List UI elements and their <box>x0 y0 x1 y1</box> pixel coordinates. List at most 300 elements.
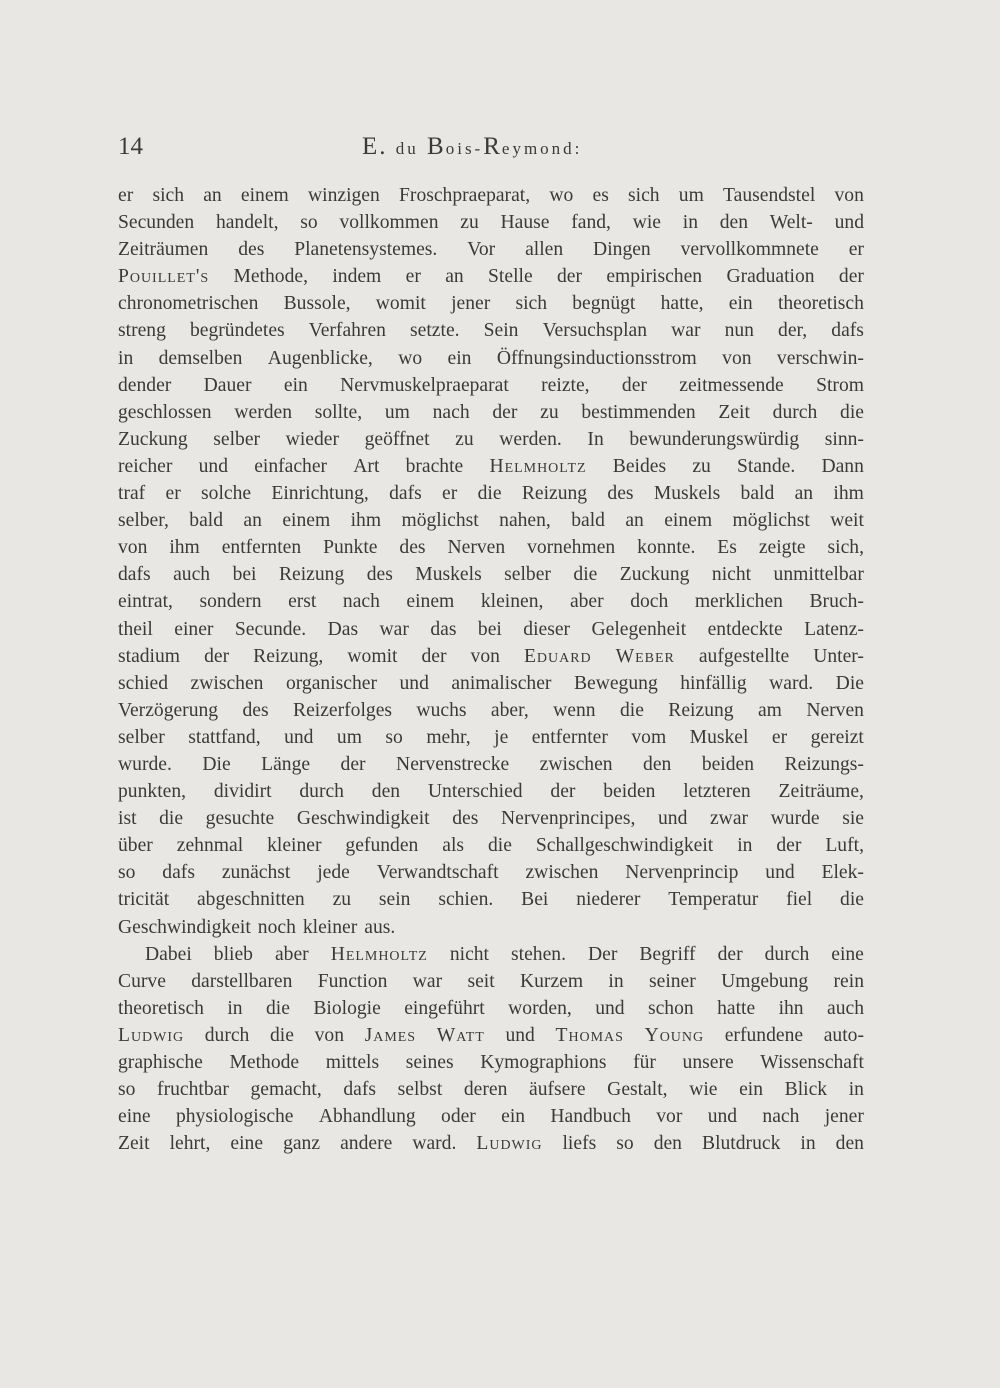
word: er <box>442 483 458 505</box>
word: äufsere <box>529 1079 586 1101</box>
word: Vor <box>467 239 496 261</box>
word: mehr, <box>426 726 471 748</box>
word: Beides <box>612 455 667 477</box>
word: aber <box>274 943 309 965</box>
word: doch <box>630 591 669 613</box>
word: Reizung <box>278 564 345 586</box>
text-line <box>118 290 864 317</box>
word: seiner <box>649 970 696 992</box>
word: um <box>678 185 704 206</box>
word: es <box>592 185 609 206</box>
word: Bussole, <box>283 293 351 315</box>
word: und <box>284 726 314 748</box>
word: durch <box>299 781 344 803</box>
word: Elek- <box>821 862 864 884</box>
word: Biologie <box>313 997 381 1019</box>
word: Begriff <box>639 943 696 965</box>
word: zu <box>332 889 352 911</box>
word: selber <box>213 428 261 450</box>
word: liefs <box>562 1133 597 1155</box>
word: deren <box>463 1079 508 1101</box>
word: nicht <box>711 564 752 586</box>
word: er <box>771 726 788 748</box>
word: Reizung <box>521 483 588 505</box>
word: gesuchte <box>205 808 275 830</box>
word: der <box>838 266 864 288</box>
word: wo <box>398 347 423 369</box>
page-number: 14 <box>118 133 143 160</box>
text-line <box>118 724 864 751</box>
word: ward. <box>769 672 814 694</box>
word: war <box>379 618 409 640</box>
word: vollkommen <box>339 212 439 234</box>
word: entfernten <box>221 537 302 559</box>
word: ein <box>728 293 753 315</box>
word: unmittelbar <box>773 564 864 586</box>
word: eintrat, <box>118 591 173 613</box>
word: Punkte <box>323 537 378 559</box>
word: reicher <box>118 455 173 477</box>
word: zu <box>692 455 711 477</box>
word: zwischen <box>190 672 264 694</box>
running-head-b: B <box>427 133 446 160</box>
word: Weber <box>615 645 675 667</box>
word: Verzögerung <box>118 699 219 721</box>
word: geschlossen <box>118 401 212 423</box>
word: Unter- <box>813 645 864 667</box>
word: die <box>477 483 502 505</box>
text-line <box>118 507 864 534</box>
word: der <box>776 835 802 857</box>
word: Ludwig <box>118 1024 185 1046</box>
word: so <box>118 862 136 884</box>
word: und <box>399 672 429 694</box>
word: bald <box>189 510 224 532</box>
word: sein <box>378 889 411 911</box>
word: bestimmenden <box>581 401 696 423</box>
word: die <box>266 997 290 1019</box>
word: Nervmuskelpraeparat <box>340 374 509 396</box>
word: traf <box>118 483 146 505</box>
word: vor <box>656 1106 683 1128</box>
word: punkten, <box>118 781 187 803</box>
word: schien. <box>438 889 494 911</box>
word: wurde <box>770 808 820 830</box>
word: Eduard <box>523 645 592 667</box>
word: Luft, <box>825 835 864 857</box>
word: Kymographions <box>480 1052 607 1073</box>
word: winzigen <box>307 185 380 206</box>
word: in <box>800 1133 816 1155</box>
word: sich, <box>827 537 864 559</box>
word: wieder <box>285 428 339 450</box>
text-line <box>118 670 864 697</box>
word: Curve <box>118 970 166 992</box>
word: selber <box>504 564 551 586</box>
body-text <box>118 182 864 1157</box>
word: Zeit <box>118 1133 150 1155</box>
word: nahen, <box>499 510 551 532</box>
word: um <box>336 726 362 748</box>
word: des <box>607 483 634 505</box>
word: vornehmen <box>527 537 616 559</box>
word: von <box>834 185 864 206</box>
word: Tausendstel <box>723 185 816 206</box>
word: fruchtbar <box>157 1079 229 1101</box>
word: nach <box>762 1106 800 1128</box>
word: die <box>270 1024 294 1046</box>
word: geöffnet <box>364 428 430 450</box>
word: stattfand, <box>188 726 261 748</box>
word: bewunderungswürdig <box>629 428 800 450</box>
word: zwischen <box>525 862 599 884</box>
word: jede <box>317 862 350 884</box>
word: verschwin- <box>776 347 864 369</box>
word: blieb <box>213 943 253 965</box>
word: Abhandlung <box>318 1106 416 1128</box>
word: Methode <box>229 1052 300 1073</box>
word: zehnmal <box>176 835 244 857</box>
text-line <box>118 426 864 453</box>
word: niederer <box>576 889 641 911</box>
word: brachte <box>405 455 464 477</box>
word: zwischen <box>539 753 613 775</box>
word: noch <box>257 916 296 938</box>
word: Bruch- <box>809 591 864 613</box>
word: mittels <box>325 1052 380 1073</box>
word: den <box>643 753 672 775</box>
word: am <box>757 699 782 721</box>
word: Secunde. <box>234 618 307 640</box>
word: James <box>364 1024 417 1046</box>
word: begnügt <box>572 293 636 315</box>
text-line <box>118 1049 864 1076</box>
word: in <box>118 347 134 369</box>
word: gefunden <box>345 835 419 857</box>
word: durch <box>764 943 810 965</box>
word: Sein <box>483 320 519 342</box>
word: sollte, <box>314 401 363 423</box>
text-line <box>118 453 864 480</box>
word: Function <box>317 970 388 992</box>
word: oder <box>441 1106 476 1128</box>
word: des <box>452 808 479 830</box>
word: möglichst <box>732 510 810 532</box>
word: ihn <box>778 997 804 1019</box>
word: beiden <box>701 753 755 775</box>
word: die <box>840 889 864 911</box>
word: unsere <box>682 1052 734 1073</box>
word: aber, <box>490 699 529 721</box>
word: ein <box>501 1106 526 1128</box>
word: Thomas <box>555 1024 624 1046</box>
word: und <box>505 1024 535 1046</box>
word: Unterschied <box>427 781 523 803</box>
word: vervollkommnete <box>680 239 819 261</box>
word: solche <box>201 483 252 505</box>
word: Stande. <box>737 455 796 477</box>
word: Zuckung <box>619 564 690 586</box>
word: physiologische <box>175 1106 294 1128</box>
word: Die <box>202 753 231 775</box>
word: nach <box>432 401 470 423</box>
word: werden <box>234 401 293 423</box>
text-line <box>118 914 864 941</box>
word: empirischen <box>606 266 703 288</box>
word: ihm <box>169 537 200 559</box>
word: ein <box>739 1079 764 1101</box>
text-line <box>118 317 864 344</box>
word: Verwandtschaft <box>376 862 499 884</box>
word: merklichen <box>694 591 783 613</box>
word: bald <box>571 510 605 532</box>
word: Versuchsplan <box>542 320 648 342</box>
word: er <box>118 185 134 206</box>
word: kleinen, <box>480 591 544 613</box>
word: nach <box>342 591 380 613</box>
word: bald <box>740 483 775 505</box>
word: Der <box>587 943 618 965</box>
word: Latenz- <box>804 618 864 640</box>
running-head <box>362 133 582 163</box>
word: ein <box>283 374 308 396</box>
word: nun <box>724 320 754 342</box>
word: allen <box>525 239 564 261</box>
word: sondern <box>199 591 262 613</box>
word: ward. <box>412 1133 457 1155</box>
word: zunächst <box>221 862 291 884</box>
word: zu <box>460 212 479 234</box>
word: war <box>412 970 443 992</box>
word: war <box>671 320 701 342</box>
word: Ludwig <box>476 1133 543 1155</box>
word: Nervenprincip <box>625 862 739 884</box>
word: der <box>492 401 518 423</box>
word: organischer <box>285 672 377 694</box>
text-line <box>118 805 864 832</box>
word: Blutdruck <box>702 1133 781 1155</box>
word: zu <box>540 401 559 423</box>
word: einem <box>240 185 289 206</box>
word: dividirt <box>213 781 272 803</box>
word: sich <box>628 185 660 206</box>
word: Handbuch <box>550 1106 631 1128</box>
word: Helmholtz <box>330 943 428 965</box>
word: den <box>371 781 401 803</box>
text-line <box>118 534 864 561</box>
word: erfundene <box>724 1024 804 1046</box>
word: theoretisch <box>777 293 864 315</box>
text-line <box>118 209 864 236</box>
word: fiel <box>786 889 813 911</box>
word: ihm <box>350 510 382 532</box>
word: die <box>619 699 644 721</box>
word: Nerven <box>806 699 864 721</box>
text-line <box>118 697 864 724</box>
word: dafs <box>389 483 422 505</box>
word: selbst <box>397 1079 443 1101</box>
word: für <box>633 1052 656 1073</box>
word: Zeiträume, <box>778 781 864 803</box>
running-head-ois: ois- <box>445 139 484 158</box>
text-line <box>118 832 864 859</box>
word: eine <box>118 1106 151 1128</box>
word: Strom <box>816 374 864 396</box>
word: werden. <box>499 428 562 450</box>
word: jener <box>824 1106 864 1128</box>
word: dafs <box>343 1079 377 1101</box>
word: aber <box>569 591 604 613</box>
word: begründetes <box>189 320 285 342</box>
word: bei <box>232 564 257 586</box>
text-line <box>118 399 864 426</box>
word: womit <box>347 645 398 667</box>
word: Stelle <box>488 266 533 288</box>
word: hatte, <box>660 293 704 315</box>
word: hinfällig <box>680 672 747 694</box>
word: sie <box>842 808 864 830</box>
word: aufgestellte <box>698 645 790 667</box>
word: und <box>707 1106 738 1128</box>
word: seit <box>467 970 495 992</box>
word: des <box>366 564 393 586</box>
word: Gestalt, <box>607 1079 668 1101</box>
text-line <box>118 751 864 778</box>
word: um <box>384 401 410 423</box>
word: konnte. <box>637 537 696 559</box>
word: über <box>118 835 153 857</box>
word: an <box>445 266 464 288</box>
word: ganz <box>283 1133 321 1155</box>
word: hatte <box>717 997 756 1019</box>
word: möglichst <box>401 510 479 532</box>
word: und <box>657 808 688 830</box>
word: des <box>242 699 269 721</box>
word: auch <box>173 564 211 586</box>
word: zu <box>455 428 474 450</box>
text-line <box>118 778 864 805</box>
word: Umgebung <box>721 970 809 992</box>
word: Zeit <box>718 401 750 423</box>
word: selber, <box>118 510 169 532</box>
word: andere <box>340 1133 393 1155</box>
word: dafs <box>118 564 151 586</box>
word: Dann <box>821 455 864 477</box>
text-line <box>118 886 864 913</box>
word: einem <box>406 591 455 613</box>
word: des <box>399 537 426 559</box>
word: animalischer <box>451 672 552 694</box>
word: dafs <box>831 320 864 342</box>
word: wie <box>689 1079 718 1101</box>
word: Graduation <box>726 266 815 288</box>
word: ihm <box>833 483 864 505</box>
word: Art <box>353 455 380 477</box>
word: die <box>840 401 864 423</box>
word: theoretisch <box>118 997 204 1019</box>
word: Öffnungsinductionsstrom <box>496 347 697 369</box>
word: sich <box>515 293 548 315</box>
text-line <box>118 1103 864 1130</box>
word: des <box>238 239 265 261</box>
word: so <box>300 212 318 234</box>
word: Reizung <box>668 699 734 721</box>
word: Dingen <box>593 239 651 261</box>
word: Pouillet's <box>118 266 210 288</box>
word: wenn <box>553 699 596 721</box>
word: je <box>494 726 509 748</box>
word: an <box>203 185 222 206</box>
text-line <box>118 1130 864 1157</box>
running-head-initial: E. <box>362 133 388 160</box>
word: ist <box>118 808 137 830</box>
word: stehen. <box>511 943 566 965</box>
word: der <box>421 645 447 667</box>
text-line <box>118 968 864 995</box>
word: durch <box>772 401 818 423</box>
word: einfacher <box>254 455 328 477</box>
word: streng <box>118 320 166 342</box>
word: Muskel <box>689 726 749 748</box>
word: Verfahren <box>308 320 386 342</box>
text-line <box>118 859 864 886</box>
word: theil <box>118 618 153 640</box>
word: In <box>587 428 604 450</box>
word: abgeschnitten <box>196 889 305 911</box>
word: wuchs <box>416 699 467 721</box>
word: zeitmessende <box>679 374 784 396</box>
word: Es <box>717 537 737 559</box>
word: graphische <box>118 1052 203 1073</box>
word: an <box>625 510 644 532</box>
word: schon <box>647 997 694 1019</box>
word: in <box>682 212 698 234</box>
text-line <box>118 372 864 399</box>
word: eine <box>230 1133 264 1155</box>
word: Dauer <box>203 374 252 396</box>
word: sich <box>152 185 184 206</box>
text-line <box>118 182 864 209</box>
word: sinn- <box>824 428 864 450</box>
word: das <box>430 618 457 640</box>
word: Young <box>644 1024 705 1046</box>
word: Bewegung <box>573 672 658 694</box>
word: Bei <box>521 889 549 911</box>
word: wie <box>632 212 661 234</box>
word: tricität <box>118 889 170 911</box>
word: Augenblicke, <box>267 347 373 369</box>
word: Welt- <box>769 212 813 234</box>
word: und <box>834 212 864 234</box>
word: Dabei <box>145 943 192 965</box>
word: gereizt <box>810 726 864 748</box>
word: Geschwindigkeit <box>118 916 251 938</box>
word: gemacht, <box>250 1079 322 1101</box>
word: lehrt, <box>169 1133 211 1155</box>
word: der <box>621 374 647 396</box>
word: entdeckte <box>707 618 783 640</box>
word: letzteren <box>683 781 751 803</box>
word: aus. <box>364 916 396 938</box>
word: und <box>765 862 795 884</box>
word: eingeführt <box>404 997 485 1019</box>
word: ein <box>447 347 472 369</box>
word: den <box>719 212 749 234</box>
word: Das <box>327 618 359 640</box>
running-head-r: R <box>483 133 502 160</box>
word: Temperatur <box>668 889 759 911</box>
word: er <box>405 266 421 288</box>
